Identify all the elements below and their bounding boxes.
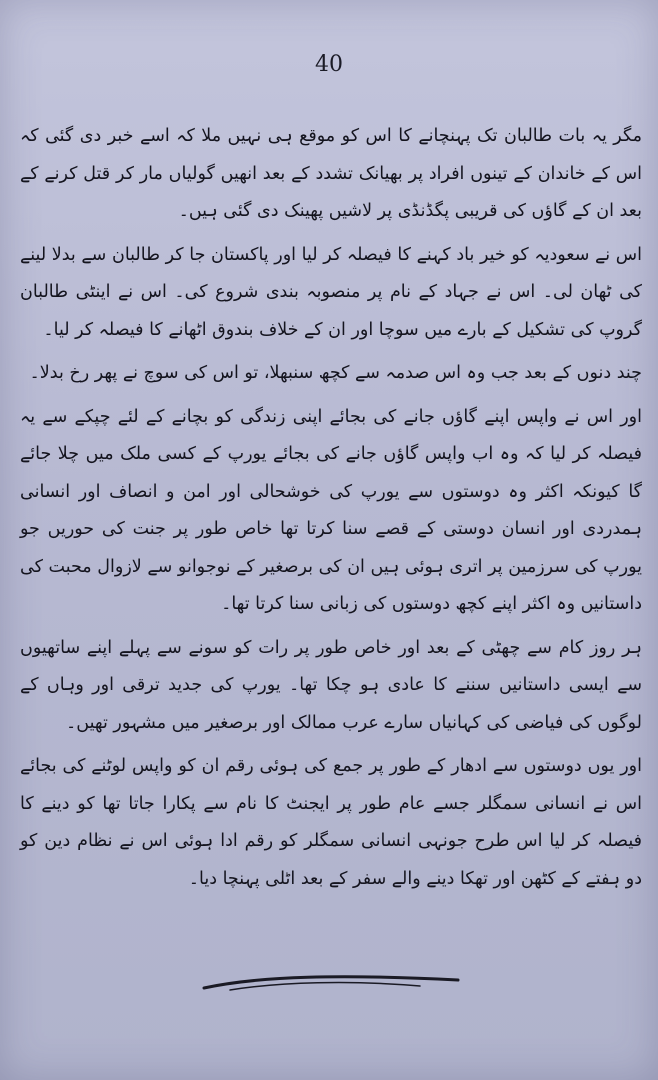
paragraph-1: مگر یہ بات طالبان تک پہنچانے کا اس کو موقع ہی نہیں ملا کہ اسے خبر دی گئی کہ اس کے خاندان کے تینوں افراد پر بھیانک تشدد کے بعد انھیں گولیاں مار کر قتل کرنے کے بعد ان کے گاؤں کی قریبی پگڈنڈی پر لاشیں پھینک دی گئی ہیں۔ [20, 126, 642, 221]
paragraph-4: اور اس نے واپس اپنے گاؤں جانے کی بجائے اپنی زندگی کو بچانے کے لئے چپکے سے یہ فیصلہ کر لیا کہ وہ اب واپس گاؤں جانے کی بجائے یورپ کے کسی ملک میں چلا جائے گا کیونکہ اکثر وہ دوستوں سے یورپ کی خوشحالی اور امن و انصاف اور انسانی ہمدردی اور انسان دوستی کے قصے سنا کرتا تھا خاص طور پر جنت کی حوریں جو یورپ کی سرزمین پر اتری ہوئی ہیں ان کی برصغیر کے نوجوانو سے لازوال محبت کی داستانیں وہ اکثر اپنے کچھ دوستوں کی زبانی سنا کرتا تھا۔ [20, 406, 642, 614]
paragraph-3: چند دنوں کے بعد جب وہ اس صدمہ سے کچھ سنبھلا، تو اس کی سوچ نے پھر رخ بدلا۔ [29, 363, 642, 383]
paragraph-5: ہر روز کام سے چھٹی کے بعد اور خاص طور پر رات کو سونے سے پہلے اپنے ساتھیوں سے ایسی داستانیں سننے کا عادی ہو چکا تھا۔ یورپ کی جدید ترقی اور وہاں کے لوگوں کی فیاضی کی کہانیاں سارے عرب ممالک اور برصغیر میں مشہور تھیں۔ [20, 637, 642, 733]
swash-divider-icon [200, 968, 462, 998]
paragraph-6: اور یوں دوستوں سے ادھار کے طور پر جمع کی ہوئی رقم ان کو واپس لوٹنے کی بجائے اس نے انسانی سمگلر جسے عام طور پر ایجنٹ کا نام سے پکارا جاتا تھا کو دینے کا فیصلہ کر لیا اس طرح جونہی انسانی سمگلر کو رقم ادا ہوئی اس نے نظام دین کو دو ہفتے کے کٹھن اور تھکا دینے والے سفر کے بعد اٹلی پہنچا دیا۔ [20, 756, 642, 889]
paragraph-2: اس نے سعودیہ کو خیر باد کہنے کا فیصلہ کر لیا اور پاکستان جا کر طالبان سے بدلا لینے کی ٹھان لی۔ اس نے جہاد کے نام پر منصوبہ بندی شروع کی۔ اس نے اینٹی طالبان گروپ کی تشکیل کے بارے میں سوچا اور ان کے خلاف بندوق اٹھانے کا فیصلہ کر لیا۔ [20, 244, 642, 340]
body-text [20, 118, 642, 904]
page-number: 40 [315, 52, 343, 77]
